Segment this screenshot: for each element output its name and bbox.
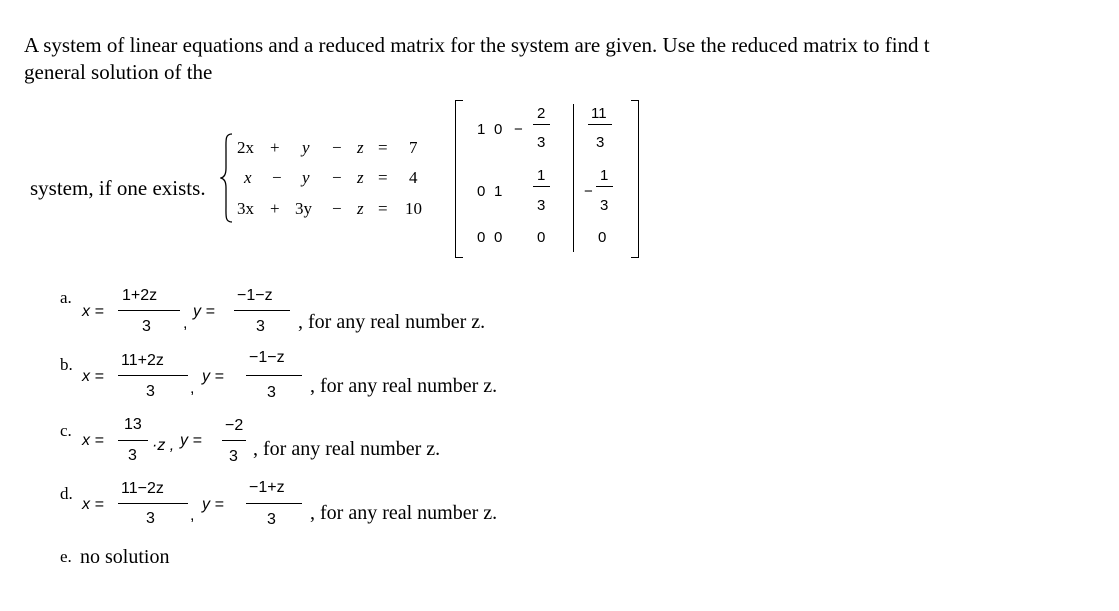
eq1-term-c: z [357, 138, 364, 157]
x-denominator: 3 [146, 383, 155, 400]
option-tail: , for any real number z. [310, 502, 498, 524]
y-label: y = [193, 303, 215, 320]
eq1-op1: + [270, 138, 280, 157]
m-r3-c3: 0 [537, 229, 546, 246]
x-numerator: 11+2z [121, 352, 164, 369]
eq3-op2: − [332, 199, 342, 218]
m-r1-c2: 0 [494, 121, 503, 138]
option-tail: , for any real number z. [298, 311, 486, 333]
option-letter: d. [60, 484, 73, 503]
eq2-op2: − [332, 168, 342, 187]
x-label: x = [82, 496, 104, 513]
m-r2-c4-den: 3 [600, 197, 609, 214]
eq3-equals: = [378, 199, 388, 218]
comma: , [190, 380, 195, 397]
option-text: no solution [80, 546, 170, 568]
y-denominator: 3 [267, 511, 276, 528]
eq3-term-a: 3x [237, 199, 254, 218]
m-r1-c4-bar [588, 124, 612, 125]
m-r2-c1: 0 [477, 183, 486, 200]
y-fraction-bar [246, 503, 302, 504]
y-numerator: −1−z [237, 287, 273, 304]
m-r3-c1: 0 [477, 229, 486, 246]
question-line-2: general solution of the [24, 60, 213, 84]
question-line-1: A system of linear equations and a reduced matrix for the system are given. Use the reduced matrix to find t [24, 33, 930, 57]
question-line-3: system, if one exists. [30, 176, 206, 200]
option-tail: , for any real number z. [310, 375, 498, 397]
x-numerator: 11−2z [121, 480, 164, 497]
eq1-equals: = [378, 138, 388, 157]
y-numerator: −1+z [249, 479, 285, 496]
y-label: y = [202, 368, 224, 385]
eq2-op1: − [272, 168, 282, 187]
y-denominator: 3 [229, 448, 238, 465]
m-r2-c4-bar [596, 186, 613, 187]
y-label: y = [180, 432, 202, 449]
m-r3-c2: 0 [494, 229, 503, 246]
eq1-rhs: 7 [409, 138, 418, 157]
m-r1-c4-num: 11 [591, 105, 607, 122]
x-fraction-bar [118, 503, 188, 504]
y-denominator: 3 [256, 318, 265, 335]
m-r1-c3-bar [533, 124, 550, 125]
option-letter: a. [60, 288, 72, 307]
z-term: ·z , [152, 437, 175, 454]
eq2-term-b: y [302, 168, 310, 187]
matrix-right-bracket [631, 100, 639, 258]
eq3-rhs: 10 [405, 199, 422, 218]
option-letter: e. [60, 547, 72, 566]
x-label: x = [82, 368, 104, 385]
x-label: x = [82, 432, 104, 449]
option-letter: b. [60, 355, 73, 374]
eq1-term-b: y [302, 138, 310, 157]
eq2-rhs: 4 [409, 168, 418, 187]
m-r1-c1: 1 [477, 121, 486, 138]
x-numerator: 13 [124, 416, 142, 433]
option-tail: , for any real number z. [253, 438, 441, 460]
matrix-left-bracket [455, 100, 463, 258]
x-fraction-bar [118, 310, 180, 311]
eq2-term-a: x [244, 168, 252, 187]
eq1-op2: − [332, 138, 342, 157]
eq3-term-b: 3y [295, 199, 312, 218]
x-label: x = [82, 303, 104, 320]
m-r2-c3-num: 1 [537, 167, 546, 184]
x-fraction-bar [118, 375, 188, 376]
comma: , [190, 507, 195, 524]
m-r1-c4-den: 3 [596, 134, 605, 151]
y-fraction-bar [234, 310, 290, 311]
m-r1-c3-num: 2 [537, 105, 546, 122]
y-fraction-bar [246, 375, 302, 376]
x-numerator: 1+2z [122, 287, 158, 304]
y-denominator: 3 [267, 384, 276, 401]
x-denominator: 3 [142, 318, 151, 335]
eq3-term-c: z [357, 199, 364, 218]
m-r1-c3-den: 3 [537, 134, 546, 151]
eq2-term-c: z [357, 168, 364, 187]
eq3-op1: + [270, 199, 280, 218]
comma: , [183, 315, 188, 332]
augment-divider [573, 104, 574, 252]
eq1-term-a: 2x [237, 138, 254, 157]
x-denominator: 3 [146, 510, 155, 527]
y-numerator: −1−z [249, 349, 285, 366]
m-r3-c4: 0 [598, 229, 607, 246]
m-r2-c2: 1 [494, 183, 503, 200]
left-brace [220, 132, 234, 224]
y-fraction-bar [222, 440, 246, 441]
m-r2-c4-num: 1 [600, 167, 609, 184]
m-r2-c3-bar [533, 186, 550, 187]
x-denominator: 3 [128, 447, 137, 464]
m-r1-c3-sign: − [514, 121, 523, 138]
option-letter: c. [60, 421, 72, 440]
x-fraction-bar [118, 440, 148, 441]
m-r2-c4-sign: − [584, 183, 593, 200]
y-numerator: −2 [225, 417, 244, 434]
eq2-equals: = [378, 168, 388, 187]
m-r2-c3-den: 3 [537, 197, 546, 214]
y-label: y = [202, 496, 224, 513]
